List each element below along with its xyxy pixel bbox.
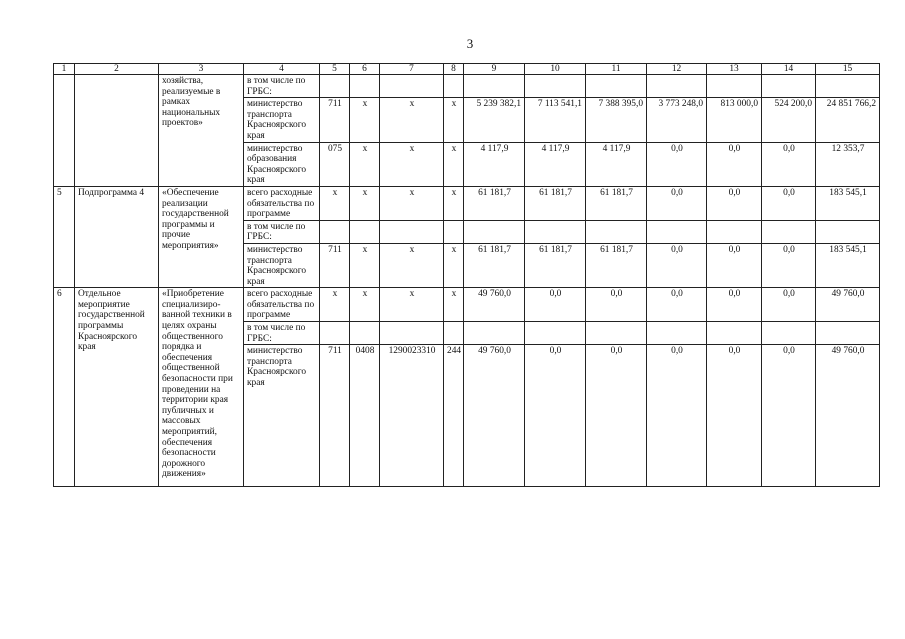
grbs-name-cell: министерство транспорта Красноярского края — [244, 345, 320, 487]
col-number: 11 — [586, 64, 647, 75]
total-label-cell: всего расходные обязательства по программе — [244, 288, 320, 322]
col-number: 7 — [380, 64, 444, 75]
col-number: 3 — [159, 64, 244, 75]
table-row: министерство транспорта Красноярского края 711 х х х 61 181,7 61 181,7 61 181,7 0,0 0,0 0,0 183 545,1 — [54, 243, 880, 287]
col-number: 8 — [444, 64, 464, 75]
col-number: 1 — [54, 64, 75, 75]
sub-label-cell: в том числе по ГРБС: — [244, 75, 320, 98]
program-description-cell: хозяйства, реализуемые в рамках национальных проектов» — [159, 75, 244, 187]
col-number: 9 — [464, 64, 525, 75]
col-number: 13 — [707, 64, 762, 75]
table-row: 5 Подпрограмма 4 «Обеспечение реализации государственной программы и прочие мероприятия» всего расходные обязательства по программе х х х х 61 181,7 61 181,7 61 181,7 0,0 0,0 0,0 183 545,1 — [54, 186, 880, 220]
program-description-cell: «Обеспечение реализации государственной программы и прочие мероприятия» — [159, 186, 244, 287]
row-number-cell: 5 — [54, 186, 75, 287]
grbs-name-cell: министерство транспорта Красноярского края — [244, 243, 320, 287]
grbs-name-cell: министерство транспорта Красноярского края — [244, 98, 320, 142]
row-number-cell: 6 — [54, 288, 75, 487]
program-description-cell: «Приобретение специализиро-ванной техники в целях охраны общественного порядка и обеспечения общественной безопасности при проведении на территории края публичных и массовых мероприятий, обеспечения безопасности дорожного движения» — [159, 288, 244, 487]
total-label-cell: всего расходные обязательства по программе — [244, 186, 320, 220]
col-number: 12 — [647, 64, 707, 75]
page-number: 3 — [466, 36, 474, 51]
col-number: 15 — [816, 64, 880, 75]
table-row: министерство транспорта Красноярского края 711 0408 1290023310 244 49 760,0 0,0 0,0 0,0 0,0 0,0 49 760,0 — [54, 345, 880, 487]
table-row — [54, 75, 880, 98]
sub-label-cell: в том числе по ГРБС: — [244, 220, 320, 243]
table-row: 6 Отдельное мероприятие государственной программы Красноярского края «Приобретение специализиро-ванной техники в целях охраны общественного порядка и обеспечения общественной безопасности при проведении на территории края публичных и массовых мероприятий, обеспечения безопасности дорожного движения» всего расходные обязательства по программе х х х х 49 760,0 0,0 0,0 0,0 0,0 0,0 49 760,0 — [54, 288, 880, 322]
program-name-cell: Отдельное мероприятие государственной программы Красноярского края — [75, 288, 159, 487]
program-name-cell: Подпрограмма 4 — [75, 186, 159, 287]
col-number: 2 — [75, 64, 159, 75]
table-row: министерство образования Красноярского края 075 х х х 4 117,9 4 117,9 4 117,9 0,0 0,0 0,0 12 353,7 — [54, 142, 880, 186]
col-number: 5 — [320, 64, 350, 75]
budget-table — [53, 63, 880, 487]
grbs-name-cell: министерство образования Красноярского края — [244, 142, 320, 186]
col-number: 14 — [762, 64, 816, 75]
program-name-cell — [75, 75, 159, 187]
col-number: 6 — [350, 64, 380, 75]
sub-label-cell: в том числе по ГРБС: — [244, 322, 320, 345]
table-row: министерство транспорта Красноярского края 711 х х х 5 239 382,1 7 113 541,1 7 388 395,0 3 773 248,0 813 000,0 524 200,0 24 851 766,2 — [54, 98, 880, 142]
column-numbers-row — [54, 64, 880, 75]
row-number-cell — [54, 75, 75, 187]
col-number: 4 — [244, 64, 320, 75]
col-number: 10 — [525, 64, 586, 75]
